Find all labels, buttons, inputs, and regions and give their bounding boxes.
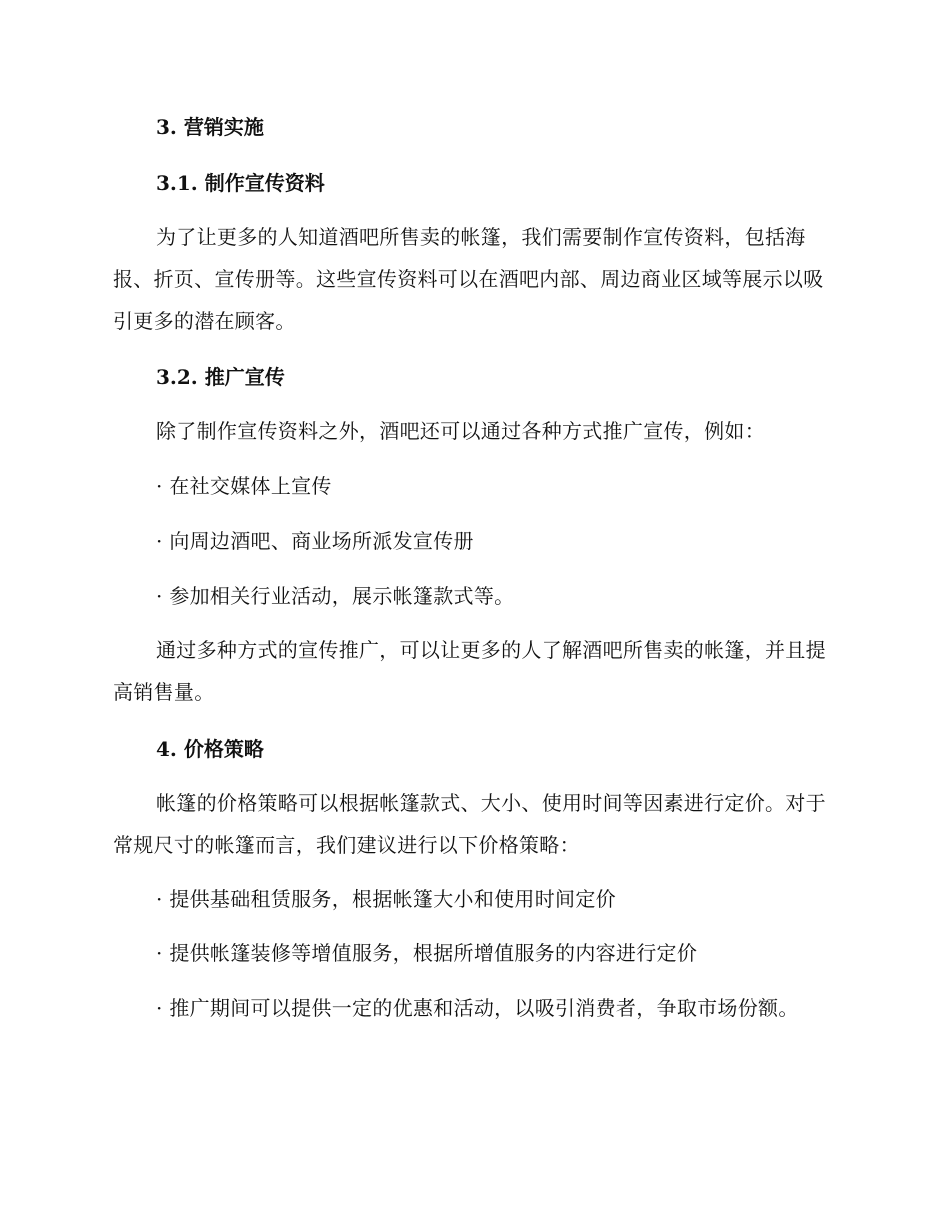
bullet-social-media: · 在社交媒体上宣传 <box>156 474 332 498</box>
bullet-basic-rental: · 提供基础租赁服务，根据帐篷大小和使用时间定价 <box>156 887 616 911</box>
paragraph-promotion-intro: 除了制作宣传资料之外，酒吧还可以通过各种方式推广宣传，例如： <box>156 419 765 443</box>
bullet-industry-events: · 参加相关行业活动，展示帐篷款式等。 <box>156 584 515 608</box>
section-heading-4: 4. 价格策略 <box>156 737 264 761</box>
bullet-distribute-brochures: · 向周边酒吧、商业场所派发宣传册 <box>156 529 474 553</box>
section-heading-3: 3. 营销实施 <box>156 115 264 139</box>
bullet-promotional-discounts: · 推广期间可以提供一定的优惠和活动，以吸引消费者，争取市场份额。 <box>156 996 799 1020</box>
paragraph-promo-materials: 为了让更多的人知道酒吧所售卖的帐篷，我们需要制作宣传资料，包括海报、折页、宣传册等。这些宣传资料可以在酒吧内部、周边商业区域等展示以吸引更多的潜在顾客。 <box>113 225 824 333</box>
bullet-value-added-services: · 提供帐篷装修等增值服务，根据所增值服务的内容进行定价 <box>156 941 698 965</box>
paragraph-pricing-intro: 帐篷的价格策略可以根据帐篷款式、大小、使用时间等因素进行定价。对于常规尺寸的帐篷而言，我们建议进行以下价格策略： <box>113 791 826 857</box>
section-heading-3-1: 3.1. 制作宣传资料 <box>156 171 325 195</box>
section-heading-3-2: 3.2. 推广宣传 <box>156 365 285 389</box>
paragraph-promotion-conclusion: 通过多种方式的宣传推广，可以让更多的人了解酒吧所售卖的帐篷，并且提高销售量。 <box>113 638 826 704</box>
